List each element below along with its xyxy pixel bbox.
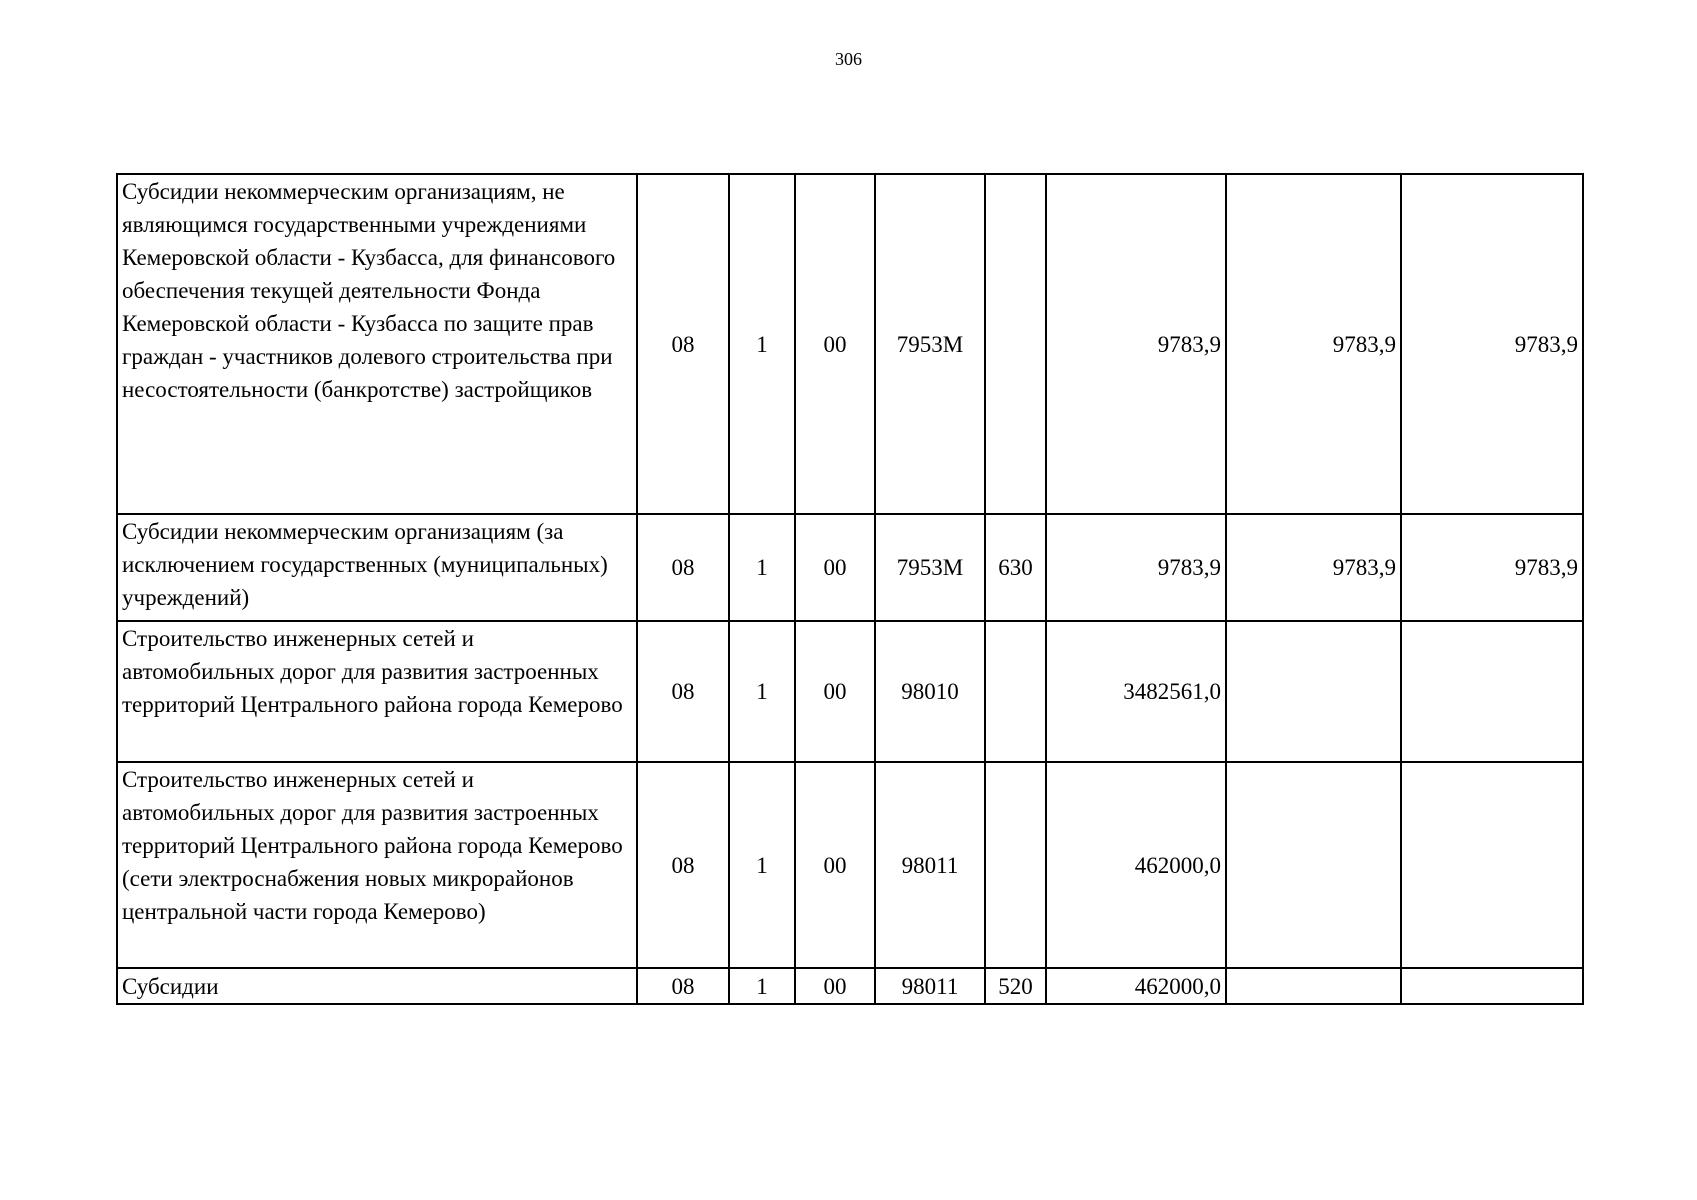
row-description: Субсидии некоммерческим организациям (за исключением государственных (муниципальных) учреждений) [117,514,637,621]
program-code: 1 [729,968,795,1004]
amount-year-1: 3482561,0 [1046,621,1226,762]
table-row [117,174,1583,514]
subprogram-code: 00 [795,174,875,514]
direction-code: 7953M [875,514,985,621]
amount-year-2: 9783,9 [1226,174,1401,514]
amount-year-2 [1226,621,1401,762]
amount-year-1: 9783,9 [1046,514,1226,621]
section-code: 08 [637,762,729,968]
amount-year-3: 9783,9 [1401,514,1583,621]
section-code: 08 [637,514,729,621]
row-description: Субсидии [117,968,637,1004]
expense-type-code [985,174,1046,514]
direction-code: 98011 [875,968,985,1004]
subprogram-code: 00 [795,762,875,968]
table-row [117,621,1583,762]
amount-year-2 [1226,968,1401,1004]
subprogram-code: 00 [795,968,875,1004]
amount-year-2: 9783,9 [1226,514,1401,621]
program-code: 1 [729,514,795,621]
amount-year-3 [1401,968,1583,1004]
row-description: Субсидии некоммерческим организациям, не являющимся государственными учреждениями Кемеровской области - Кузбасса, для финансового обеспечения текущей деятельности Фонда Кемеровской области - Кузбасса по защите прав граждан - участников долевого строительства при несостоятельности (банкротстве) застройщиков [117,174,637,514]
section-code: 08 [637,174,729,514]
amount-year-1: 462000,0 [1046,762,1226,968]
amount-year-3: 9783,9 [1401,174,1583,514]
section-code: 08 [637,968,729,1004]
subprogram-code: 00 [795,514,875,621]
expense-type-code [985,621,1046,762]
expense-type-code: 630 [985,514,1046,621]
table-row [117,762,1583,968]
expense-type-code: 520 [985,968,1046,1004]
direction-code: 7953M [875,174,985,514]
table-row [117,514,1583,621]
program-code: 1 [729,621,795,762]
page-number: 306 [835,49,862,69]
budget-table [116,173,1584,1005]
expense-type-code [985,762,1046,968]
amount-year-3 [1401,621,1583,762]
table-row [117,968,1583,1004]
row-description: Строительство инженерных сетей и автомобильных дорог для развития застроенных территорий Центрального района города Кемерово (сети электроснабжения новых микрорайонов центральной части города Кемерово) [117,762,637,968]
section-code: 08 [637,621,729,762]
program-code: 1 [729,174,795,514]
row-description: Строительство инженерных сетей и автомобильных дорог для развития застроенных территорий Центрального района города Кемерово [117,621,637,762]
amount-year-1: 9783,9 [1046,174,1226,514]
amount-year-3 [1401,762,1583,968]
subprogram-code: 00 [795,621,875,762]
amount-year-1: 462000,0 [1046,968,1226,1004]
direction-code: 98011 [875,762,985,968]
program-code: 1 [729,762,795,968]
amount-year-2 [1226,762,1401,968]
direction-code: 98010 [875,621,985,762]
